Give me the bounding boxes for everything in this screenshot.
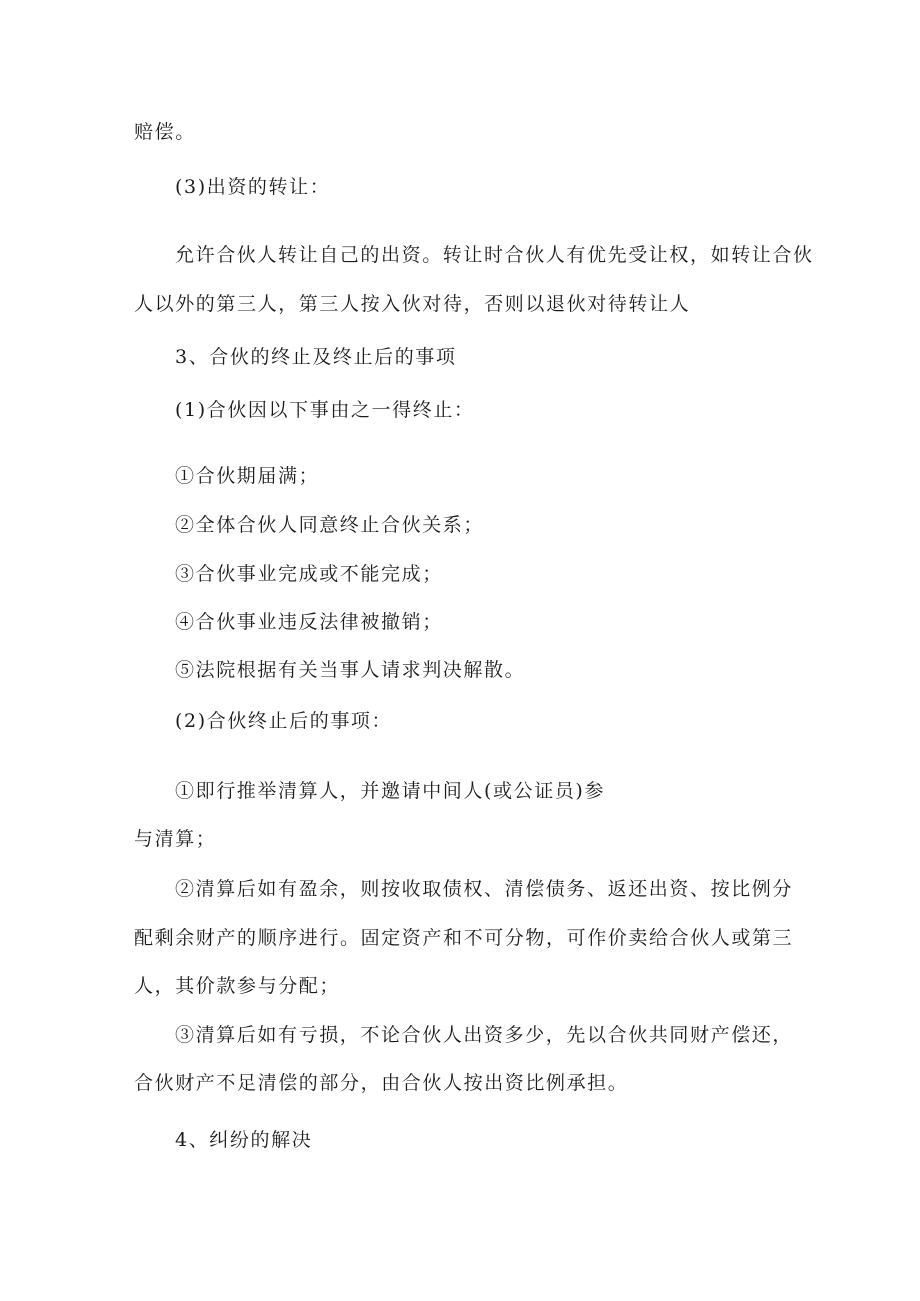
paragraph-line: 人以外的第三人，第三人按入伙对待，否则以退伙对待转让人 [134,293,691,315]
list-item: ③清算后如有亏损，不论合伙人出资多少，先以合伙共同财产偿还， [175,1024,794,1046]
list-item: ⑤法院根据有关当事人请求判决解散。 [175,659,526,681]
list-item: ③合伙事业完成或不能完成； [175,563,443,585]
section-heading: 4、纠纷的解决 [175,1129,313,1151]
list-item-continuation: 配剩余财产的顺序进行。固定资产和不可分物，可作价卖给合伙人或第三 [134,927,794,949]
list-item: ①合伙期届满； [175,465,320,487]
list-item-continuation: 合伙财产不足清偿的部分，由合伙人按出资比例承担。 [134,1072,629,1094]
section-heading: 3、合伙的终止及终止后的事项 [175,346,457,368]
list-item: ④合伙事业违反法律被撤销； [175,611,443,633]
section-heading: (1)合伙因以下事由之一得终止： [175,399,475,421]
list-item: ①即行推举清算人，并邀请中间人(或公证员)参 [175,780,606,802]
list-item: ②全体合伙人同意终止合伙关系； [175,514,485,536]
text-line: 赔偿。 [134,121,196,143]
section-heading: (3)出资的转让： [175,176,331,198]
list-item-continuation: 与清算； [134,828,217,850]
list-item: ②清算后如有盈余，则按收取债权、清偿债务、返还出资、按比例分 [175,878,794,900]
list-item-continuation: 人，其价款参与分配； [134,975,341,997]
paragraph-line: 允许合伙人转让自己的出资。转让时合伙人有优先受让权，如转让合伙 [175,244,814,266]
section-heading: (2)合伙终止后的事项： [175,710,393,732]
